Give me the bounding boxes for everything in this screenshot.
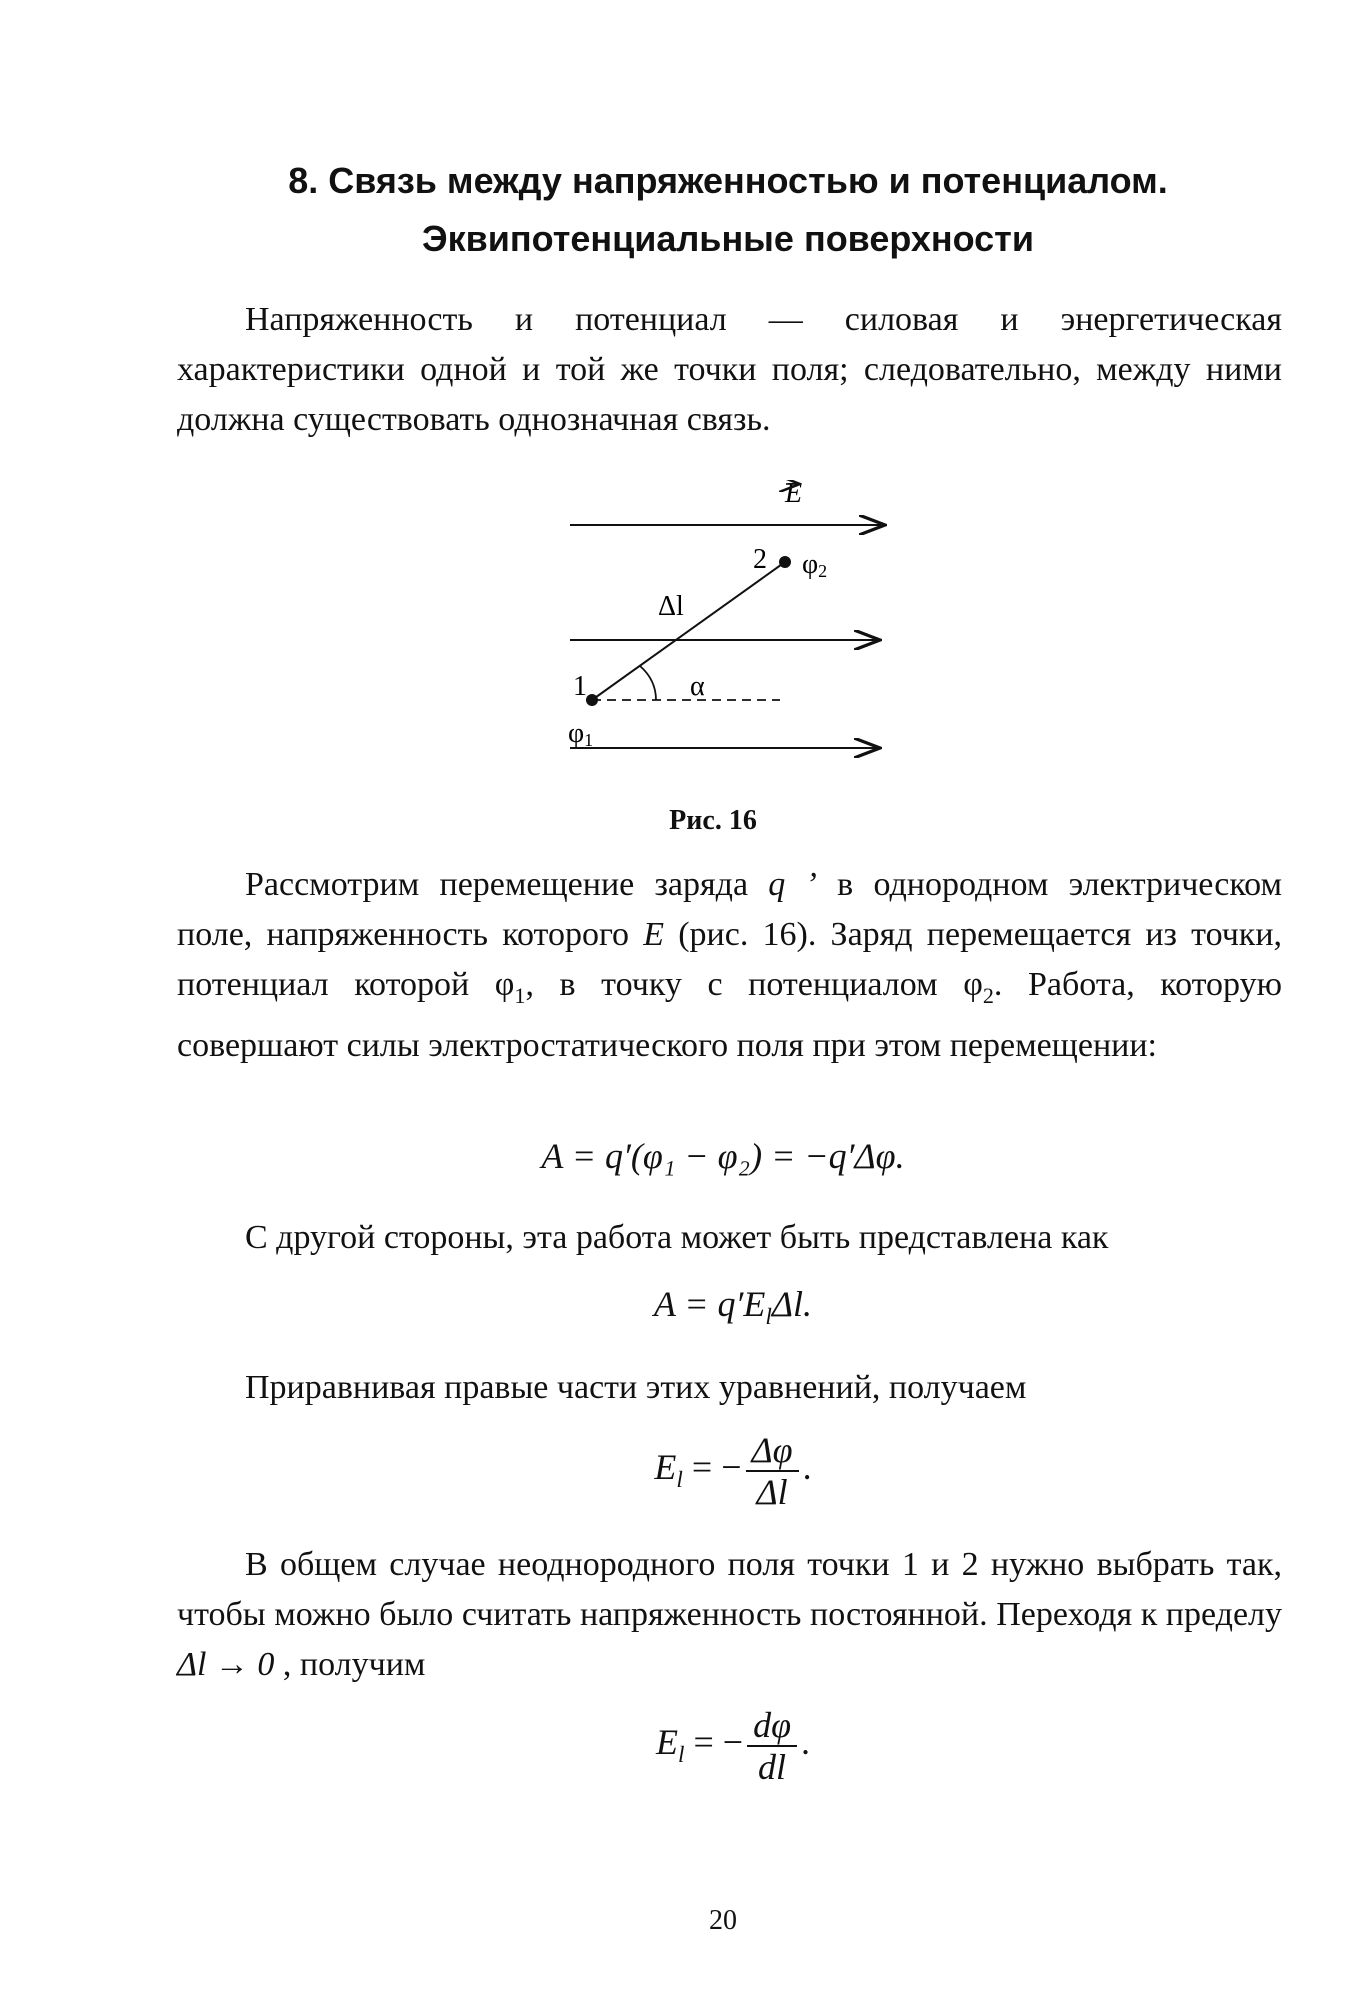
label-E: E: [785, 480, 803, 509]
heading-line-2: Эквипотенциальные поверхности: [422, 218, 1034, 259]
label-alpha: α: [690, 671, 705, 702]
point-1-dot: [586, 694, 598, 706]
label-point-1: 1: [573, 671, 587, 702]
heading-line-1: 8. Связь между напряженностью и потенциалом.: [288, 160, 1168, 201]
label-phi1: φ1: [568, 718, 594, 750]
paragraph-equating: Приравнивая правые части этих уравнений, получаем: [245, 1369, 1027, 1406]
displacement-segment: [592, 562, 785, 700]
formula-field-difference: $E_l$ = − $\frac{\Delta\varphi}{\Delta l}$ .: [654, 1430, 812, 1512]
label-phi2: φ2: [802, 549, 828, 581]
figure-caption: Рис. 16: [669, 805, 757, 836]
formula-work-field: $A = q'E_l\Delta l$.: [653, 1284, 813, 1331]
label-point-2: 2: [753, 544, 767, 575]
paragraph-displacement: Рассмотрим перемещение заряда q ’ в однородном электрическом поле, напряженность которого E (рис. 16). Заряд перемещается из точки, потенциал которой $\varphi_1$, в точку с потенциалом $\varphi_2$. Работа, которую совершают силы электростатического поля при этом перемещении:: [177, 866, 1283, 1064]
intro-paragraph: Напряженность и потенциал — силовая и энергетическая характеристики одной и той же точки поля; следовательно, между ними должна существовать однозначная связь.: [177, 301, 1282, 438]
label-delta-l: Δl: [658, 591, 684, 622]
paragraph-other-side: С другой стороны, эта работа может быть представлена как: [245, 1219, 1109, 1256]
formula-field-derivative: $E_l$ = − $\frac{d\varphi}{dl}$ .: [655, 1705, 811, 1787]
section-heading: [0, 152, 1356, 268]
page-number: 20: [709, 1905, 737, 1936]
paragraph-limit: В общем случае неоднородного поля точки 1 и 2 нужно выбрать так, чтобы можно было считать напряженность постоянной. Переходя к пределу Δl → 0 , получим: [177, 1546, 1282, 1683]
field-figure: [540, 480, 920, 790]
point-2-dot: [779, 556, 791, 568]
angle-arc: [640, 666, 656, 700]
formula-work-potential: A = q′(φ₁ − φ₂) = −q′Δφ.: [541, 1136, 905, 1176]
